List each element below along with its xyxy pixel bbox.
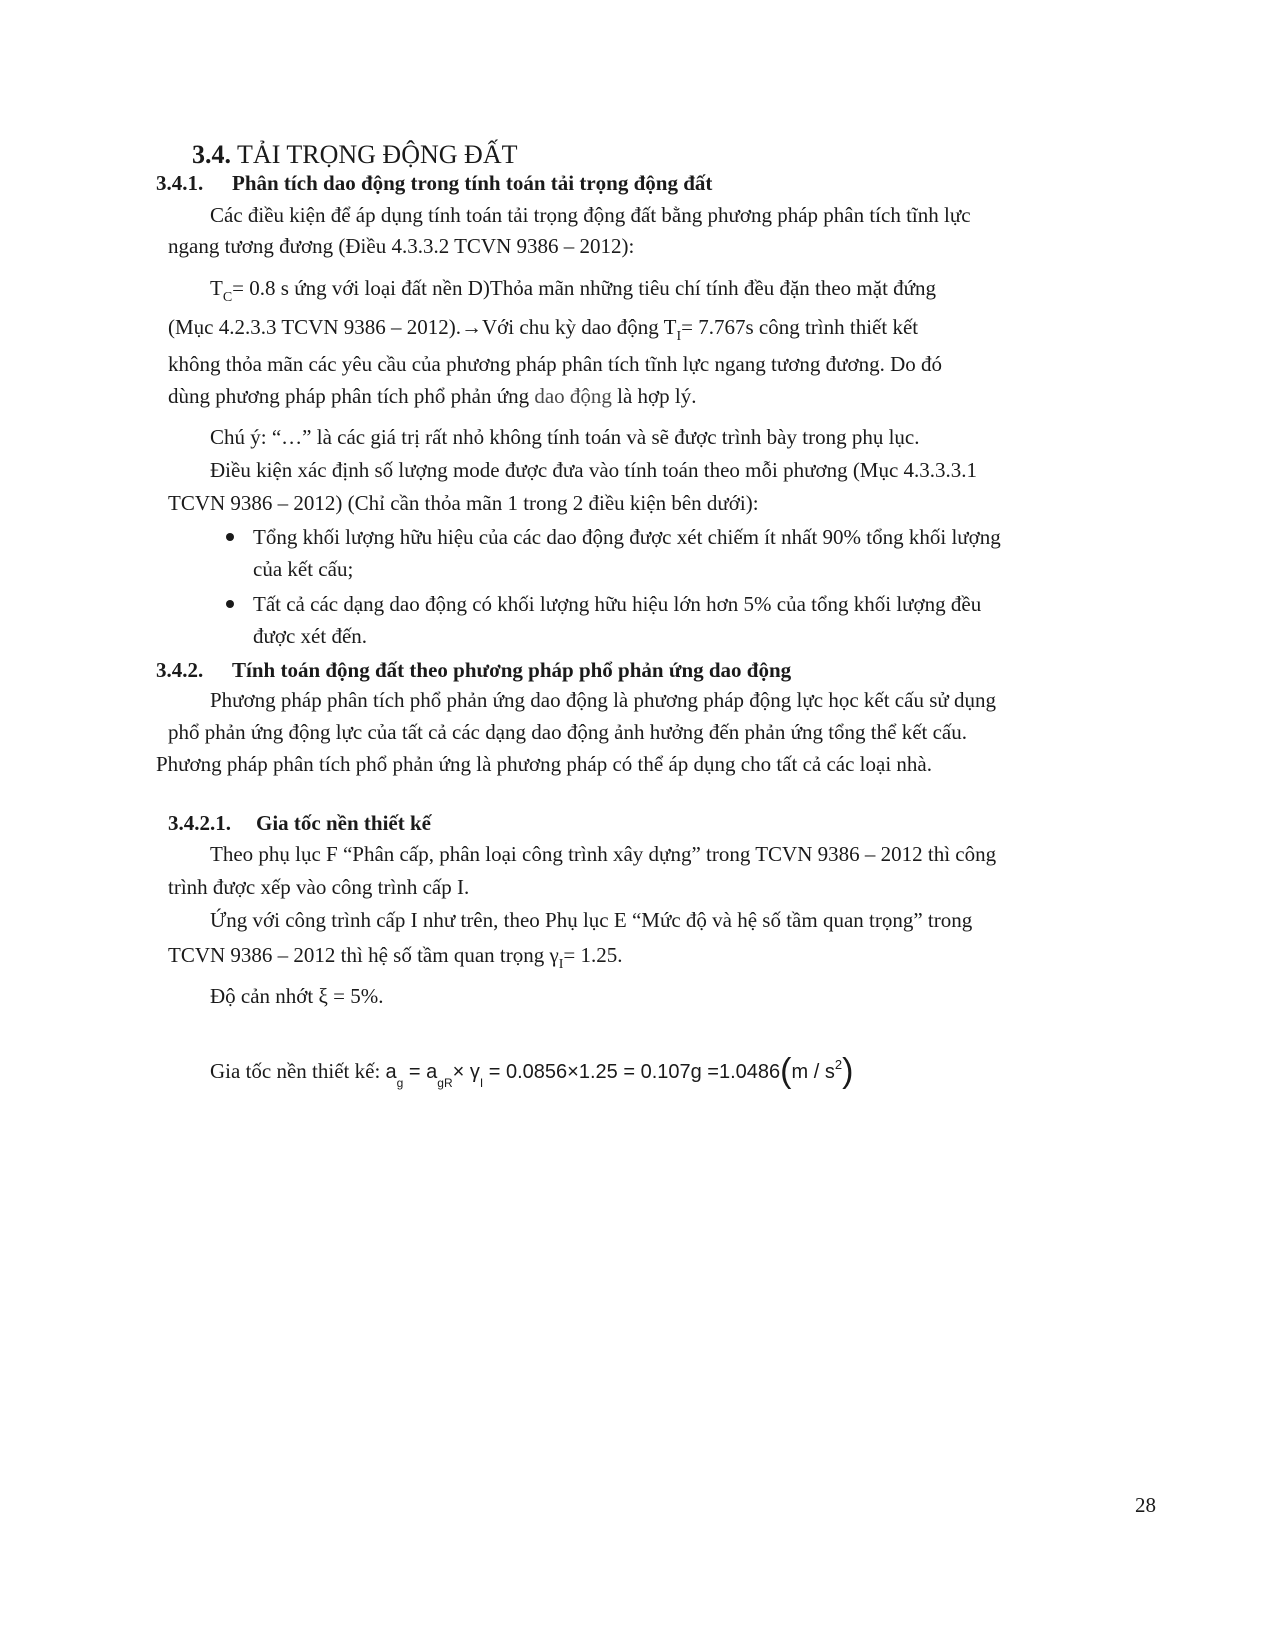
paragraph-line: trình được xếp vào công trình cấp I.: [168, 875, 470, 899]
formula-result: = 0.0856×1.25 = 0.107g =1.0486: [483, 1061, 781, 1083]
formula-gamma-sub: I: [479, 1076, 484, 1090]
paragraph-text-end: là hợp lý.: [611, 384, 697, 408]
formula-paren-close: ): [842, 1052, 854, 1090]
paragraph-line: [168, 383, 697, 409]
period-text-end: = 7.767s công trình thiết kết: [681, 315, 919, 339]
formula-paren-open: (: [780, 1052, 792, 1090]
bullet-dot: [226, 533, 234, 541]
note-line: Chú ý: “…” là các giá trị rất nhỏ không tính toán và sẽ được trình bày trong phụ lục.: [210, 425, 920, 449]
bullet-item-line: Tất cả các dạng dao động có khối lượng hữu hiệu lớn hơn 5% của tổng khối lượng đều: [253, 592, 982, 616]
period-subscript: I: [676, 329, 682, 344]
bullet-dot: [226, 600, 234, 608]
heading-text: Gia tốc nền thiết kế: [256, 811, 431, 835]
heading-number: 3.4.2.: [156, 658, 204, 682]
tc-subscript: C: [222, 290, 233, 305]
paragraph-line: TCVN 9386 – 2012) (Chỉ cần thỏa mãn 1 trong 2 điều kiện bên dưới):: [168, 491, 759, 515]
paragraph-line: Các điều kiện để áp dụng tính toán tải trọng động đất bằng phương pháp phân tích tĩnh lực: [210, 203, 971, 227]
heading-3-4-2-1: [168, 810, 431, 836]
formula-label: Gia tốc nền thiết kế:: [210, 1059, 381, 1083]
tc-symbol: T: [210, 276, 223, 300]
formula-unit-sup: 2: [834, 1057, 843, 1072]
importance-text: TCVN 9386 – 2012 thì hệ số tầm quan trọng γ: [168, 943, 559, 967]
paragraph-line: Ứng với công trình cấp I như trên, theo Phụ lục E “Mức độ và hệ số tầm quan trọng” trong: [210, 908, 973, 932]
heading-3-4-2: [156, 657, 791, 683]
damping-line: Độ cản nhớt ξ = 5%.: [210, 984, 384, 1008]
formula-times-gamma: × γ: [452, 1061, 480, 1083]
heading-number: 3.4.1.: [156, 171, 204, 195]
period-line: [168, 314, 918, 344]
tc-text: = 0.8 s ứng với loại đất nền D)Thỏa mãn những tiêu chí tính đều đặn theo mặt đứng: [232, 276, 937, 300]
formula-a-sub: g: [396, 1076, 404, 1090]
page-number: 28: [1135, 1493, 1156, 1517]
section-title-text: TẢI TRỌNG ĐỘNG ĐẤT: [237, 140, 518, 169]
paragraph-line: phổ phản ứng động lực của tất cả các dạng dao động ảnh hưởng đến phản ứng tổng thể kết cấu.: [168, 720, 967, 744]
paragraph-line: Phương pháp phân tích phổ phản ứng là phương pháp có thể áp dụng cho tất cả các loại nhà.: [156, 752, 932, 776]
heading-number: 3.4.2.1.: [168, 811, 231, 835]
highlight-text: dao động: [534, 384, 612, 408]
tc-line: [210, 275, 936, 305]
period-text: (Mục 4.2.3.3 TCVN 9386 – 2012).→Với chu kỳ dao động T: [168, 315, 677, 339]
paragraph-text: dùng phương pháp phân tích phổ phản ứng: [168, 384, 535, 408]
formula-unit: m / s: [791, 1061, 835, 1083]
heading-3-4-1: [156, 170, 712, 196]
bullet-item-line: Tổng khối lượng hữu hiệu của các dao động được xét chiếm ít nhất 90% tổng khối lượng: [253, 525, 1001, 549]
importance-line: [168, 942, 623, 972]
heading-text: Tính toán động đất theo phương pháp phổ phản ứng dao động: [232, 658, 792, 682]
bullet-item-line: được xét đến.: [253, 624, 368, 648]
section-title: [192, 139, 517, 171]
section-number: 3.4.: [192, 140, 231, 169]
paragraph-line: Phương pháp phân tích phổ phản ứng dao động là phương pháp động lực học kết cấu sử dụng: [210, 688, 996, 712]
paragraph-line: ngang tương đương (Điều 4.3.3.2 TCVN 9386 – 2012):: [168, 234, 635, 258]
paragraph-line: không thỏa mãn các yêu cầu của phương pháp phân tích tĩnh lực ngang tương đương. Do đó: [168, 352, 942, 376]
paragraph-line: Điều kiện xác định số lượng mode được đưa vào tính toán theo mỗi phương (Mục 4.3.3.3.1: [210, 458, 978, 482]
importance-value: = 1.25.: [563, 943, 623, 967]
formula-eq: = a: [403, 1061, 438, 1083]
formula-expression: [385, 1052, 854, 1090]
formula-a: a: [385, 1061, 397, 1083]
heading-text: Phân tích dao động trong tính toán tải trọng động đất: [232, 171, 713, 195]
bullet-item-line: của kết cấu;: [253, 557, 354, 581]
formula-agr-sub: gR: [437, 1076, 453, 1090]
gamma-subscript: I: [558, 957, 564, 972]
ground-acceleration-formula: [210, 1051, 853, 1090]
paragraph-line: Theo phụ lục F “Phân cấp, phân loại công trình xây dựng” trong TCVN 9386 – 2012 thì công: [210, 842, 997, 866]
